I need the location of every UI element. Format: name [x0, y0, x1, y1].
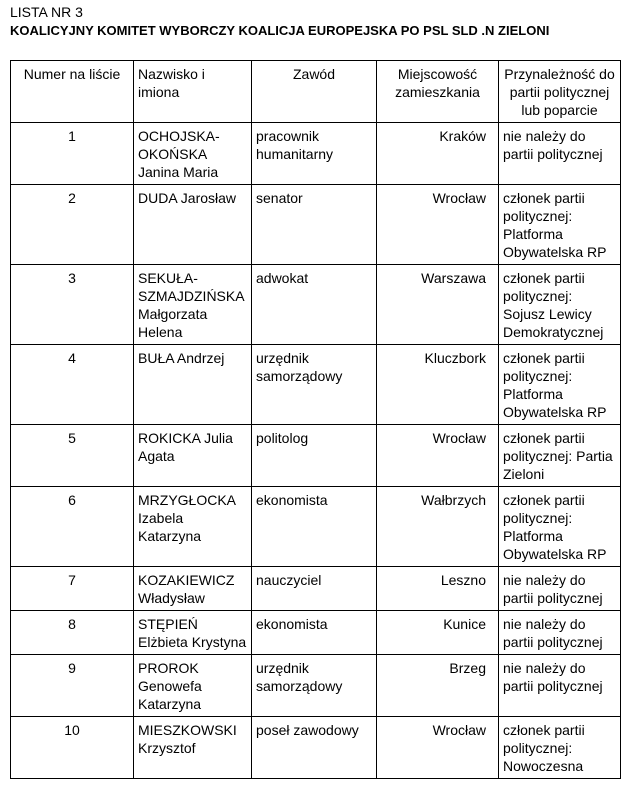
table-header-row	[11, 61, 621, 123]
row-name: BUŁA Andrzej	[134, 345, 252, 425]
column-header-affiliation: Przynależność do partii politycznej lub poparcie	[499, 61, 621, 123]
table-row	[11, 717, 621, 779]
column-header-name: Nazwisko i imiona	[134, 61, 252, 123]
row-number: 9	[11, 655, 134, 717]
column-header-residence: Miejscowość zamieszkania	[377, 61, 499, 123]
row-residence: Kunice	[377, 611, 499, 655]
row-residence: Leszno	[377, 567, 499, 611]
row-name: OCHOJSKA-OKOŃSKA Janina Maria	[134, 123, 252, 185]
row-residence: Wrocław	[377, 717, 499, 779]
table-row	[11, 611, 621, 655]
row-occupation: ekonomista	[252, 611, 377, 655]
row-affiliation: członek partii politycznej: Sojusz Lewicy Demokratycznej	[499, 265, 621, 345]
row-name: DUDA Jarosław	[134, 185, 252, 265]
row-number: 8	[11, 611, 134, 655]
row-occupation: urzędnik samorządowy	[252, 655, 377, 717]
row-name: ROKICKA Julia Agata	[134, 425, 252, 487]
row-residence: Warszawa	[377, 265, 499, 345]
table-row	[11, 123, 621, 185]
table-row	[11, 345, 621, 425]
row-number: 1	[11, 123, 134, 185]
row-occupation: politolog	[252, 425, 377, 487]
row-affiliation: członek partii politycznej: Platforma Obywatelska RP	[499, 185, 621, 265]
table-row	[11, 425, 621, 487]
row-number: 5	[11, 425, 134, 487]
row-affiliation: nie należy do partii politycznej	[499, 611, 621, 655]
table-row	[11, 567, 621, 611]
row-number: 6	[11, 487, 134, 567]
row-number: 10	[11, 717, 134, 779]
row-number: 4	[11, 345, 134, 425]
row-name: PROROK Genowefa Katarzyna	[134, 655, 252, 717]
row-residence: Kraków	[377, 123, 499, 185]
row-residence: Wrocław	[377, 185, 499, 265]
row-name: SEKUŁA-SZMAJDZIŃSKA Małgorzata Helena	[134, 265, 252, 345]
column-header-occupation: Zawód	[252, 61, 377, 123]
row-affiliation: nie należy do partii politycznej	[499, 655, 621, 717]
row-name: STĘPIEŃ Elżbieta Krystyna	[134, 611, 252, 655]
row-number: 3	[11, 265, 134, 345]
candidates-table	[10, 60, 621, 779]
column-header-number: Numer na liście	[11, 61, 134, 123]
row-affiliation: członek partii politycznej: Nowoczesna	[499, 717, 621, 779]
row-residence: Brzeg	[377, 655, 499, 717]
row-occupation: urzędnik samorządowy	[252, 345, 377, 425]
list-number: LISTA NR 3	[10, 4, 83, 20]
row-affiliation: członek partii politycznej: Platforma Obywatelska RP	[499, 345, 621, 425]
row-name: KOZAKIEWICZ Władysław	[134, 567, 252, 611]
row-affiliation: nie należy do partii politycznej	[499, 123, 621, 185]
row-occupation: nauczyciel	[252, 567, 377, 611]
row-number: 7	[11, 567, 134, 611]
row-occupation: senator	[252, 185, 377, 265]
row-residence: Wrocław	[377, 425, 499, 487]
table-row	[11, 185, 621, 265]
row-number: 2	[11, 185, 134, 265]
row-occupation: adwokat	[252, 265, 377, 345]
row-affiliation: członek partii politycznej: Platforma Obywatelska RP	[499, 487, 621, 567]
row-affiliation: członek partii politycznej: Partia Zieloni	[499, 425, 621, 487]
table-row	[11, 487, 621, 567]
row-residence: Wałbrzych	[377, 487, 499, 567]
table-row	[11, 265, 621, 345]
row-affiliation: nie należy do partii politycznej	[499, 567, 621, 611]
row-occupation: poseł zawodowy	[252, 717, 377, 779]
row-occupation: pracownik humanitarny	[252, 123, 377, 185]
row-name: MRZYGŁOCKA Izabela Katarzyna	[134, 487, 252, 567]
row-occupation: ekonomista	[252, 487, 377, 567]
row-name: MIESZKOWSKI Krzysztof	[134, 717, 252, 779]
row-residence: Kluczbork	[377, 345, 499, 425]
committee-title: KOALICYJNY KOMITET WYBORCZY KOALICJA EUROPEJSKA PO PSL SLD .N ZIELONI	[10, 23, 550, 38]
table-row	[11, 655, 621, 717]
